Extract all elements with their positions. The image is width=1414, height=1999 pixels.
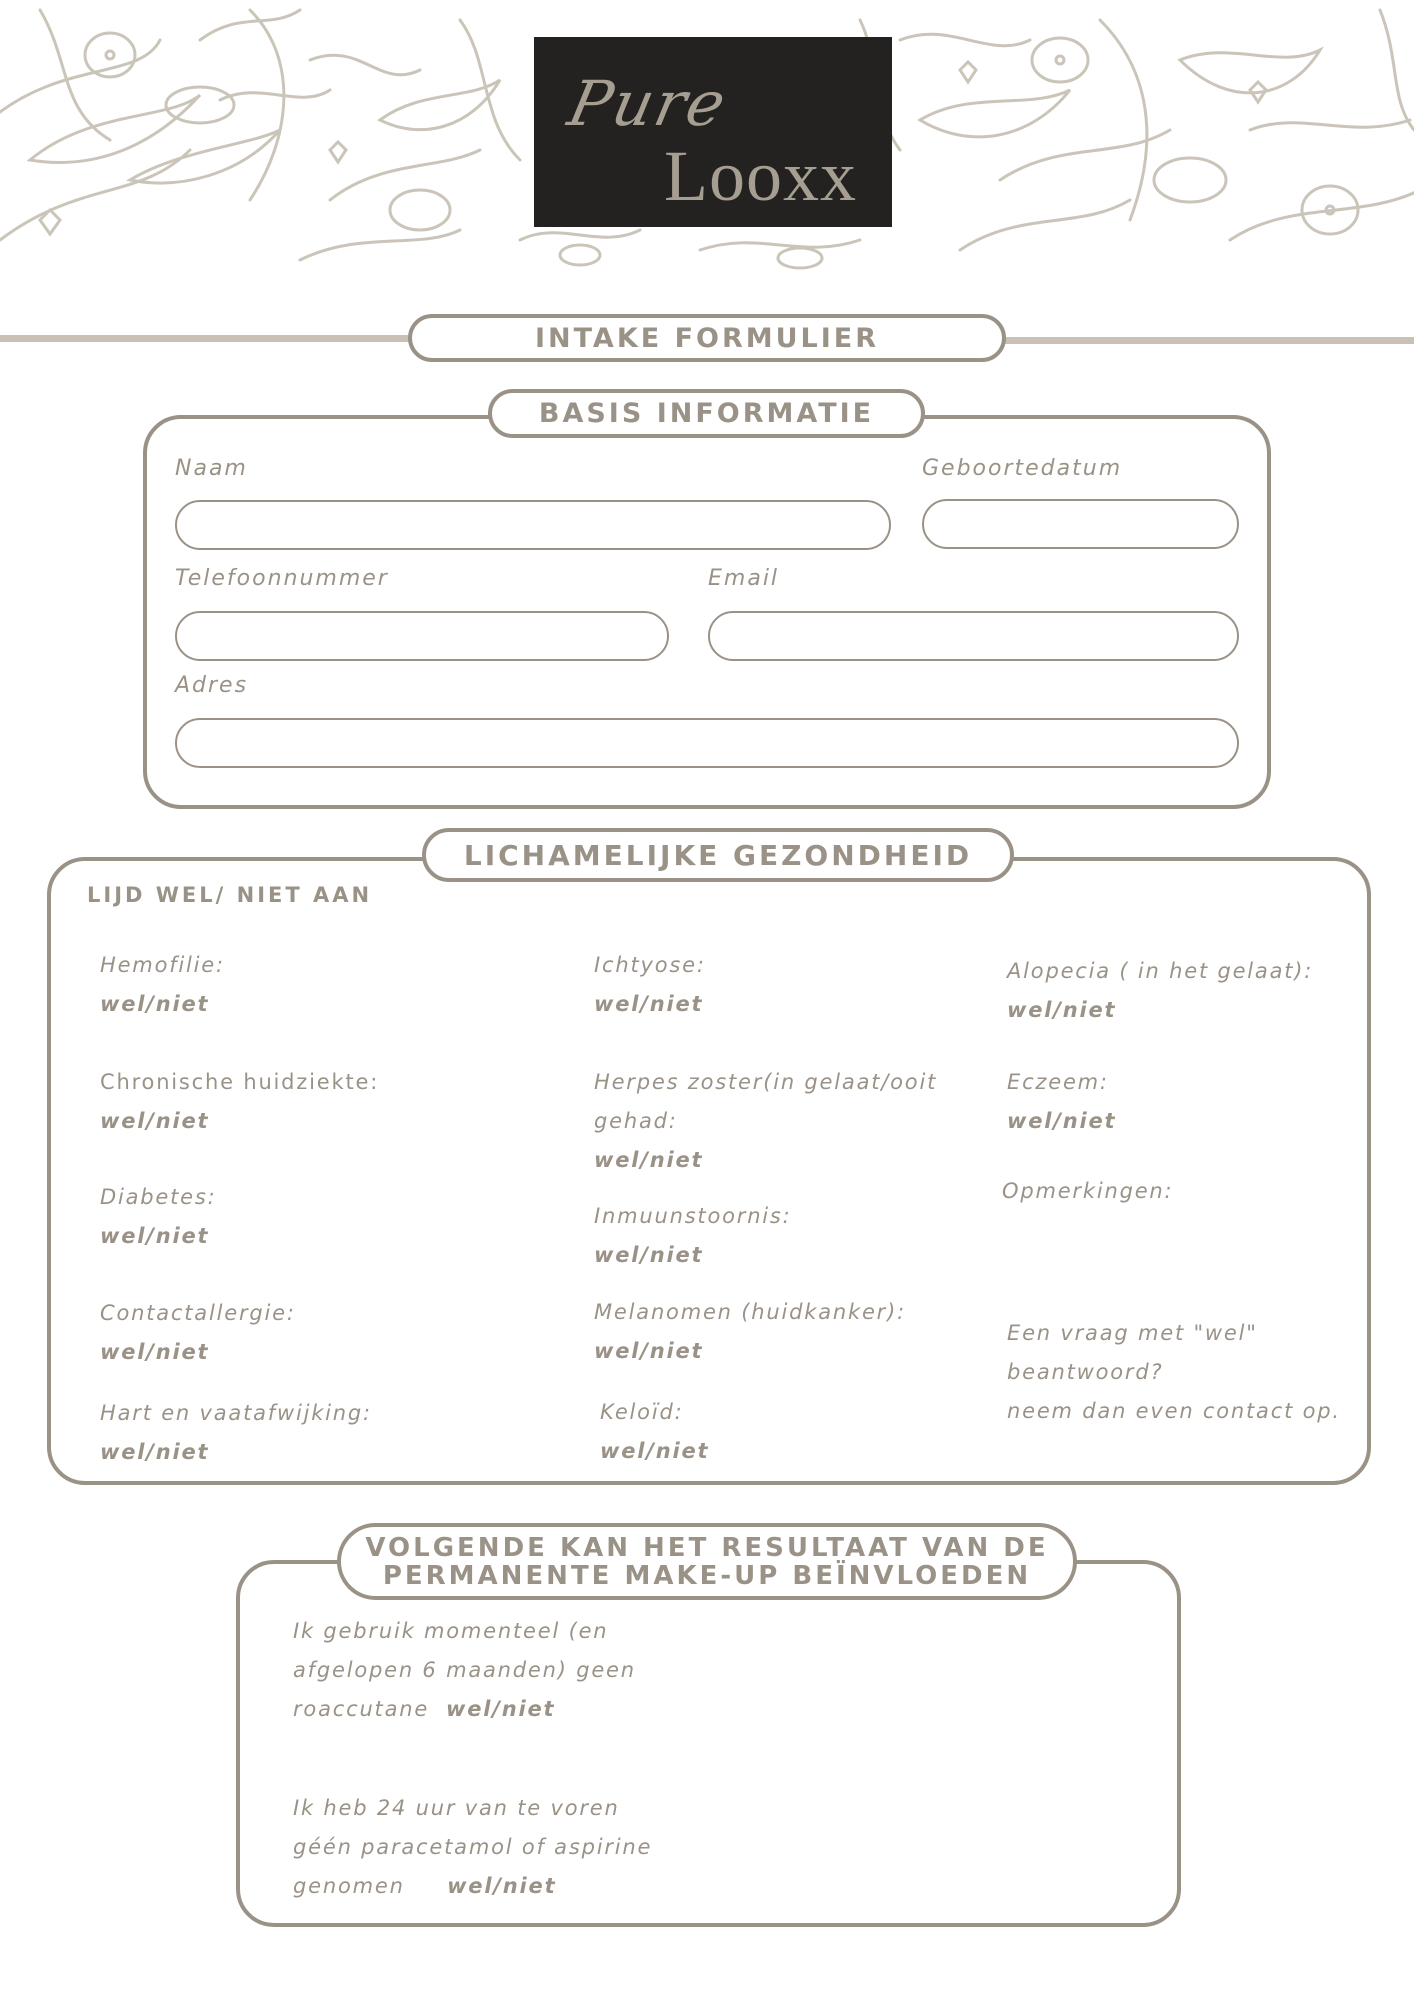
condition-diabetes [100, 1178, 217, 1256]
answer-wel-niet[interactable]: wel/niet [100, 1109, 210, 1133]
geboortedatum-field[interactable] [922, 499, 1239, 549]
condition-label: Keloïd: [600, 1400, 684, 1424]
paracetamol-question [293, 1789, 652, 1906]
basis-info-title [488, 389, 925, 438]
header-rule-left [0, 335, 410, 342]
header-rule-right [1004, 337, 1414, 344]
answer-wel-niet[interactable]: wel/niet [1007, 998, 1117, 1022]
condition-hart-vaatafwijking [100, 1394, 372, 1472]
roaccutane-question [293, 1612, 636, 1729]
makeup-title-line2: PERMANENTE MAKE-UP BEÏNVLOEDEN [382, 1560, 1032, 1591]
health-subtitle: LIJD WEL/ NIET AAN [87, 883, 373, 907]
condition-label: Melanomen (huidkanker): [594, 1300, 906, 1324]
answer-wel-niet[interactable]: wel/niet [100, 1340, 210, 1364]
condition-label: Alopecia ( in het gelaat): [1007, 959, 1314, 983]
condition-contactallergie [100, 1294, 296, 1372]
logo-script-text: Pure [562, 67, 734, 140]
page-title [408, 314, 1006, 362]
answer-wel-niet[interactable]: wel/niet [600, 1439, 710, 1463]
condition-label: Diabetes: [100, 1185, 217, 1209]
condition-keloid [600, 1393, 709, 1471]
remarks-label: Opmerkingen: [1002, 1179, 1174, 1203]
condition-label: Contactallergie: [100, 1301, 296, 1325]
condition-herpes-zoster [594, 1063, 937, 1180]
note-line: Een vraag met "wel" [1007, 1321, 1258, 1345]
condition-eczeem [1007, 1063, 1116, 1141]
naam-field[interactable] [175, 500, 891, 550]
note-line: beantwoord? [1007, 1360, 1164, 1384]
answer-wel-niet[interactable]: wel/niet [594, 1339, 704, 1363]
logo-serif-text: Looxx [664, 136, 857, 216]
condition-hemofilie [100, 946, 225, 1024]
health-title-text: LICHAMELIJKE GEZONDHEID [463, 838, 973, 872]
question-line: afgelopen 6 maanden) geen [293, 1658, 636, 1682]
answer-wel-niet[interactable]: wel/niet [447, 1874, 557, 1898]
condition-label: Hart en vaatafwijking: [100, 1401, 372, 1425]
answer-wel-niet[interactable]: wel/niet [100, 1440, 210, 1464]
condition-label: Hemofilie: [100, 953, 225, 977]
condition-melanomen [594, 1293, 906, 1371]
basis-info-title-text: BASIS INFORMATIE [538, 398, 875, 429]
note-line: neem dan even contact op. [1007, 1399, 1341, 1423]
condition-alopecia [1007, 952, 1313, 1030]
naam-label: Naam [175, 456, 248, 481]
condition-label: Chronische huidziekte: [100, 1070, 380, 1094]
makeup-title [337, 1523, 1077, 1600]
question-line: genomen [293, 1874, 405, 1898]
email-label: Email [708, 566, 780, 591]
condition-label: Eczeem: [1007, 1070, 1109, 1094]
brand-logo [534, 37, 892, 227]
condition-label: Inmuunstoornis: [594, 1204, 792, 1228]
answer-wel-niet[interactable]: wel/niet [446, 1697, 556, 1721]
question-line: Ik gebruik momenteel (en [293, 1619, 609, 1643]
answer-wel-niet[interactable]: wel/niet [594, 992, 704, 1016]
question-line: géén paracetamol of aspirine [293, 1835, 653, 1859]
telefoonnummer-field[interactable] [175, 611, 669, 661]
page-title-text: INTAKE FORMULIER [534, 322, 880, 354]
adres-field[interactable] [175, 718, 1239, 768]
answer-wel-niet[interactable]: wel/niet [1007, 1109, 1117, 1133]
condition-label: Ichtyose: [594, 953, 706, 977]
telefoonnummer-label: Telefoonnummer [175, 566, 389, 591]
condition-label: Herpes zoster(in gelaat/ooit [594, 1070, 938, 1094]
email-field[interactable] [708, 611, 1239, 661]
condition-chronische-huidziekte [100, 1063, 379, 1141]
answer-wel-niet[interactable]: wel/niet [100, 1224, 210, 1248]
condition-label-cont: gehad: [594, 1109, 678, 1133]
answer-wel-niet[interactable]: wel/niet [594, 1243, 704, 1267]
makeup-title-line1: VOLGENDE KAN HET RESULTAAT VAN DE [365, 1532, 1049, 1563]
geboortedatum-label: Geboortedatum [922, 456, 1123, 481]
question-line: Ik heb 24 uur van te voren [293, 1796, 620, 1820]
condition-ichtyose [594, 946, 706, 1024]
contact-note [1007, 1314, 1341, 1431]
answer-wel-niet[interactable]: wel/niet [594, 1148, 704, 1172]
question-line: roaccutane [293, 1697, 430, 1721]
adres-label: Adres [175, 673, 249, 698]
health-title [422, 828, 1014, 882]
condition-inmuunstoornis [594, 1197, 792, 1275]
answer-wel-niet[interactable]: wel/niet [100, 992, 210, 1016]
